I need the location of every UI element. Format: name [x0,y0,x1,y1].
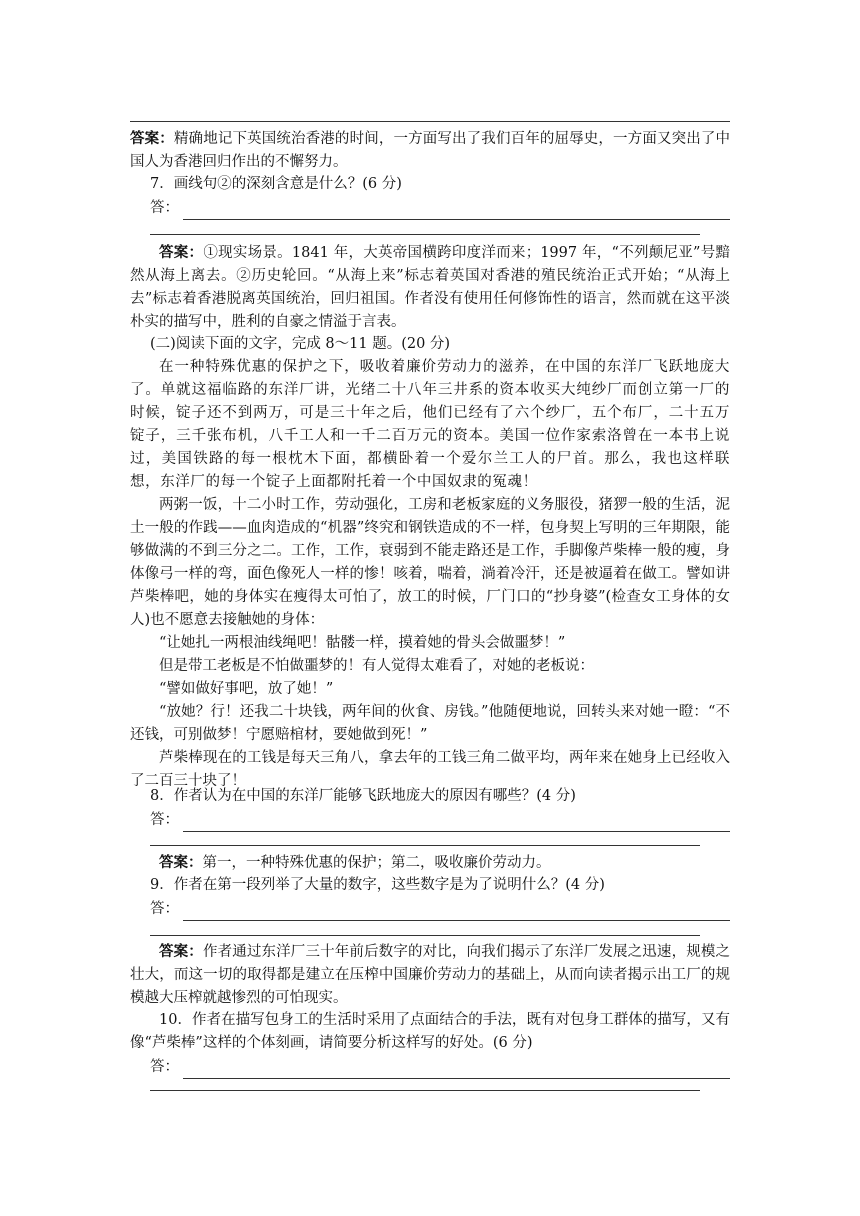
answer-line-10 [150,1056,730,1079]
answer-blank [183,1064,730,1079]
answer-line-8 [150,809,730,832]
passage-para-5: “譬如做好事吧，放了她！” [159,681,334,697]
answer-line-7 [150,197,730,220]
answer-prefix: 答： [150,812,179,828]
answer-label: 答案： [159,943,203,960]
answer-blank-line [130,121,730,122]
answer-7 [130,241,730,334]
answer-blank-line [150,1090,700,1091]
passage-para-4: 但是带工老板是不怕做噩梦的！有人觉得太难看了，对她的老板说： [159,658,594,674]
passage-para-7: 芦柴棒现在的工钱是每天三角八，拿去年的工钱三角二做平均，两年来在她身上已经收入了二百三十块了！ [130,750,730,789]
part2-heading: (二)阅读下面的文字，完成 8～11 题。(20 分) [150,336,451,352]
answer-label: 答案： [159,244,204,261]
answer-prefix: 答： [150,200,179,216]
question-8 [130,785,730,808]
answer-6 [130,127,730,174]
answer-text: 精确地记下英国统治香港的时间，一方面写出了我们百年的屈辱史，一方面又突出了中国人为香港回归作出的不懈努力。 [130,131,731,170]
answer-prefix: 答： [150,901,179,917]
answer-blank-line [150,234,700,235]
answer-8 [130,851,730,875]
answer-text: 作者通过东洋厂三十年前后数字的对比，向我们揭示了东洋厂发展之迅速，规模之壮大，而这一切的取得都是建立在压榨中国廉价劳动力的基础上，从而向读者揭示出工厂的规模越大压榨就越惨烈的可怕现实。 [130,944,730,1006]
passage-para-6: “放她？行！还我二十块钱，两年间的伙食、房钱。”他随便地说，回转头来对她一瞪：“不还钱，可别做梦！宁愿赔棺材，要她做到死！” [130,704,730,743]
question-7 [130,173,730,196]
answer-blank-line [150,935,700,936]
passage-para-2: 两粥一饭，十二小时工作，劳动强化，工房和老板家庭的义务服役，猪猡一般的生活，泥土一般的作践——血肉造成的“机器”终究和钢铁造成的不一样，包身契上写明的三年期限，能够做满的不到三分之二。工作，工作，衰弱到不能走路还是工作，手脚像芦柴棒一般的瘦，身体像弓一样的弯，面色像死人一样的惨！咳着，喘着，淌着冷汗，还是被逼着在做工。譬如讲芦柴棒吧，她的身体实在瘦得太可怕了，放工的时候，厂门口的“抄身婆”(检查女工身体的女人)也不愿意去接触她的身体： [130,497,730,628]
answer-label: 答案： [159,854,203,871]
question-10: 10．作者在描写包身工的生活时采用了点面结合的手法，既有对包身工群体的描写，又有像“芦柴棒”这样的个体刻画，请简要分析这样写的好处。(6 分) [130,1012,730,1051]
answer-label: 答案： [130,130,174,147]
answer-prefix: 答： [150,1059,179,1075]
answer-blank-line [150,845,700,846]
answer-blank [183,817,730,832]
question-text: 9．作者在第一段列举了大量的数字，这些数字是为了说明什么？(4 分) [150,877,605,893]
answer-blank [183,205,730,220]
question-9 [130,874,730,897]
answer-9 [130,940,730,1010]
answer-line-9 [150,898,730,921]
answer-blank [183,906,730,921]
passage-para-1: 在一种特殊优惠的保护之下，吸收着廉价劳动力的滋养，在中国的东洋厂飞跃地庞大了。单就这福临路的东洋厂讲，光绪二十八年三井系的资本收买大纯纱厂而创立第一厂的时候，锭子还不到两万，可是三十年之后，他们已经有了六个纱厂，五个布厂，二十五万锭子，三千张布机，八千工人和一千二百万元的资本。美国一位作家索洛曾在一本书上说过，美国铁路的每一根枕木下面，都横卧着一个爱尔兰工人的尸首。那么，我也这样联想，东洋厂的每一个锭子上面都附托着一个中国奴隶的冤魂！ [130,359,730,490]
answer-text: ①现实场景。1841 年，大英帝国横跨印度洋而来；1997 年，“不列颠尼亚”号黯然从海上离去。②历史轮回。“从海上来”标志着英国对香港的殖民统治正式开始；“从海上去”标志着香港脱离英国统治，回归祖国。作者没有使用任何修饰性的语言，然而就在这平淡朴实的描写中，胜利的自豪之情溢于言表。 [130,245,730,330]
answer-text: 第一，一种特殊优惠的保护；第二，吸收廉价劳动力。 [202,855,551,871]
question-text: 8．作者认为在中国的东洋厂能够飞跃地庞大的原因有哪些？(4 分) [150,788,576,804]
passage-para-3: “让她扎一两根油线绳吧！骷髅一样，摸着她的骨头会做噩梦！” [159,635,566,651]
question-text: 7．画线句②的深刻含意是什么？(6 分) [150,176,402,192]
